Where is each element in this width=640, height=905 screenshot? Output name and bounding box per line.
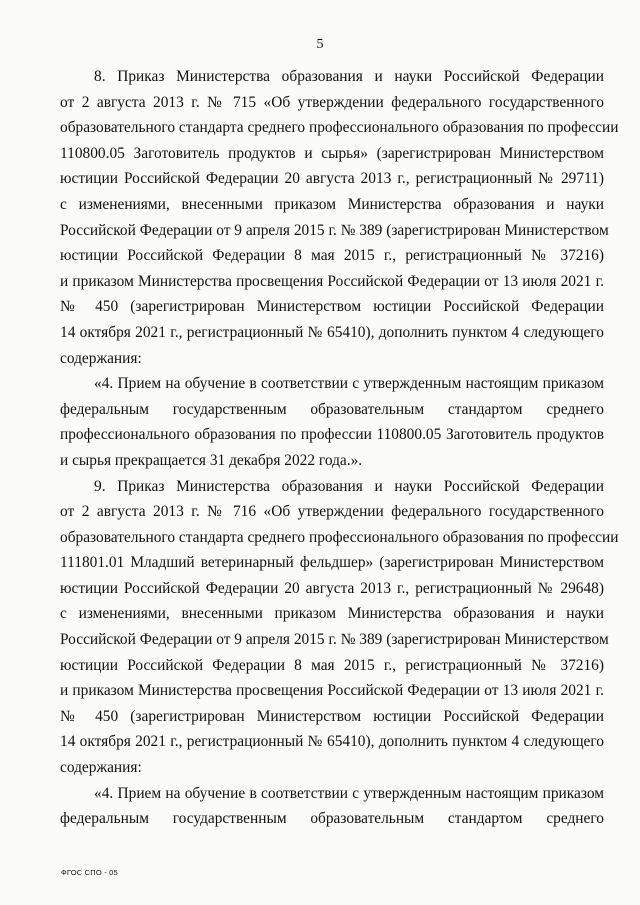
text-line: содержания:: [60, 349, 142, 367]
text-line: Российской Федерации от 9 апреля 2015 г. № 389 (зарегистрирован Министерством: [60, 221, 609, 239]
text-line: 110800.05 Заготовитель продуктов и сырья» (зарегистрирован Министерством: [60, 144, 604, 162]
text-line: федеральным государственным образовательным стандартом среднего: [60, 810, 604, 828]
text-line: юстиции Российской Федерации 8 мая 2015 г., регистрационный № 37216): [60, 656, 604, 674]
page-number: 5: [316, 37, 324, 52]
text-line: образовательного стандарта среднего профессионального образования по профессии: [60, 528, 619, 546]
text-line: с изменениями, внесенными приказом Министерства образования и науки: [60, 605, 604, 623]
text-line: № 450 (зарегистрирован Министерством юстиции Российской Федерации: [60, 298, 604, 316]
text-line: от 2 августа 2013 г. № 716 «Об утверждении федерального государственного: [60, 503, 604, 521]
document-body: [60, 64, 619, 832]
text-line: 111801.01 Младший ветеринарный фельдшер» (зарегистрирован Министерством: [60, 554, 604, 572]
text-line: и приказом Министерства просвещения Российской Федерации от 13 июля 2021 г.: [60, 272, 604, 290]
text-line: 9. Приказ Министерства образования и науки Российской Федерации: [94, 477, 604, 495]
text-line: образовательного стандарта среднего профессионального образования по профессии: [60, 119, 619, 137]
text-line: «4. Прием на обучение в соответствии с утвержденным настоящим приказом: [94, 375, 604, 393]
text-line: юстиции Российской Федерации 20 августа 2013 г., регистрационный № 29648): [60, 579, 604, 597]
text-line: с изменениями, внесенными приказом Министерства образования и науки: [60, 195, 604, 213]
text-line: 14 октября 2021 г., регистрационный № 65410), дополнить пунктом 4 следующего: [60, 323, 604, 341]
text-line: «4. Прием на обучение в соответствии с утвержденным настоящим приказом: [94, 784, 604, 802]
text-line: от 2 августа 2013 г. № 715 «Об утверждении федерального государственного: [60, 93, 604, 111]
footer-code: ФГОС СПО - 05: [61, 868, 118, 877]
text-line: и приказом Министерства просвещения Российской Федерации от 13 июля 2021 г.: [60, 682, 604, 700]
text-line: № 450 (зарегистрирован Министерством юстиции Российской Федерации: [60, 707, 604, 725]
text-line: юстиции Российской Федерации 20 августа 2013 г., регистрационный № 29711): [60, 170, 604, 188]
text-line: и сырья прекращается 31 декабря 2022 года.».: [60, 451, 363, 469]
text-line: Российской Федерации от 9 апреля 2015 г. № 389 (зарегистрирован Министерством: [60, 631, 609, 649]
text-line: федеральным государственным образовательным стандартом среднего: [60, 400, 604, 418]
text-line: юстиции Российской Федерации 8 мая 2015 г., регистрационный № 37216): [60, 247, 604, 265]
text-line: содержания:: [60, 759, 142, 777]
text-line: 8. Приказ Министерства образования и науки Российской Федерации: [94, 68, 604, 85]
text-line: 14 октября 2021 г., регистрационный № 65410), дополнить пунктом 4 следующего: [60, 733, 604, 751]
text-line: профессионального образования по профессии 110800.05 Заготовитель продуктов: [60, 426, 604, 444]
